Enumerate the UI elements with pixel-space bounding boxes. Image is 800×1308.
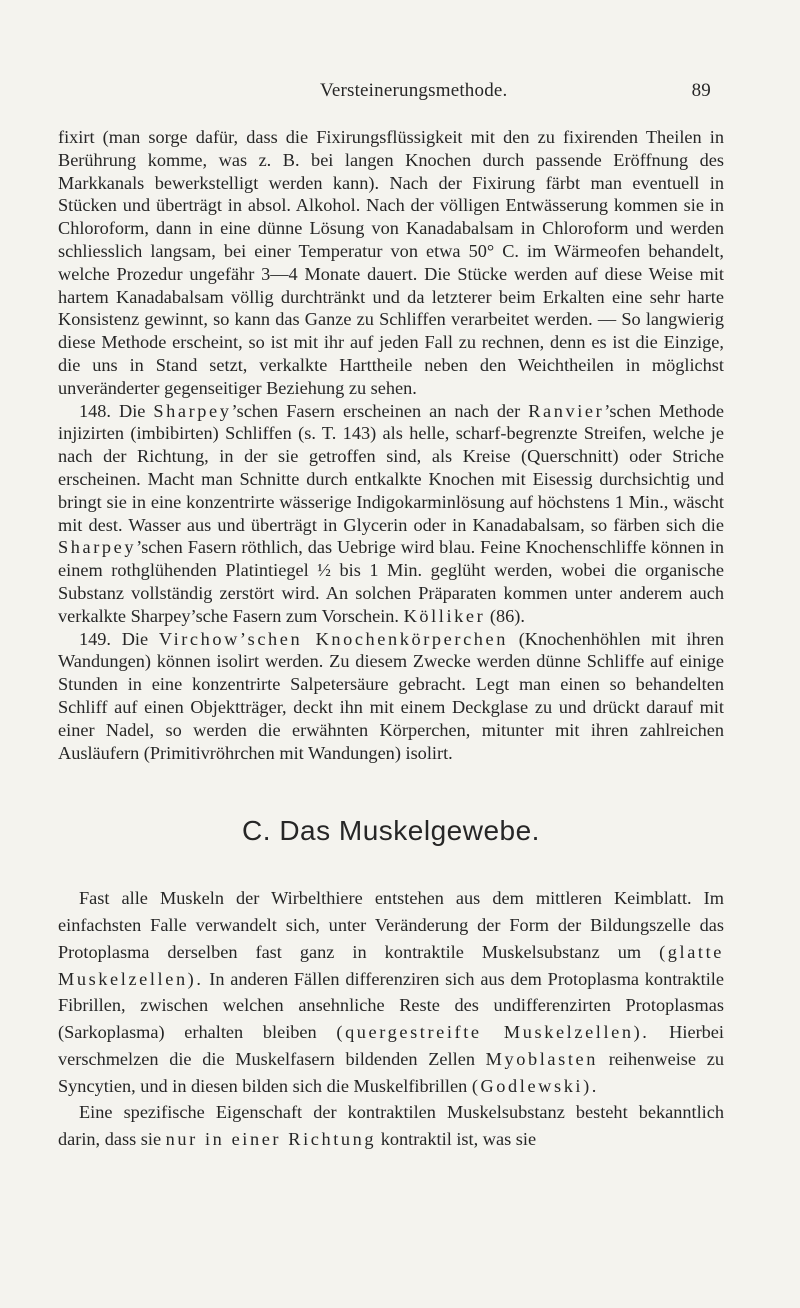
author-name: Kölliker: [403, 605, 486, 626]
author-name: Ranvier: [528, 400, 605, 421]
paragraph-muscle-property: Eine spezifische Eigenschaft der kontraktilen Muskelsubstanz besteht bekanntlich darin, dass sie nur in einer Richtung kontraktil ist, was sie: [58, 1102, 724, 1150]
author-name: (Godlewski).: [471, 1075, 599, 1096]
paragraph-continuation: fixirt (man sorge dafür, dass die Fixirungsflüssigkeit mit den zu fixirenden Theilen in Berührung komme, was z. B. bei langen Knochen durch passende Eröffnung des Markkanals bewerkstelligt werden kann). Nach der Fixirung färbt man eventuell in Stücken und überträgt in absol. Alkohol. Nach der völligen Entwässerung kommen sie in Chloroform, dann in eine dünne Lösung von Kanadabalsam in Chloroform und werden schliesslich langsam, bei einer Temperatur von etwa 50° C. im Wärmeofen behandelt, welche Prozedur ungefähr 3—4 Monate dauert. Die Stücke werden auf diese Weise mit hartem Kanadabalsam völlig durchtränkt und da letzterer beim Erkalten eine sehr harte Konsistenz gewinnt, so kann das Ganze zu Schliffen verarbeitet werden. — So langwierig diese Methode erscheint, so ist mit ihr auf jeden Fall zu rechnen, denn es ist die Einzige, die uns in Stand setzt, verkalkte Harttheile neben den Weichtheilen in möglichst unveränderter gegenseitiger Beziehung zu sehen.: [58, 127, 724, 398]
term-emphasis: (glatte Muskelzellen).: [58, 941, 724, 989]
page-number: 89: [691, 80, 711, 101]
paragraph-148: 148. Die Sharpey’schen Fasern erscheinen an nach der Ranvier’schen Methode injizirten (imbibirten) Schliffen (s. T. 143) als helle, scharf-begrenzte Streifen, welche je nach der Richtung, in der sie getroffen sind, als Kreise (Querschnitt) oder Striche erscheinen. Macht man Schnitte durch entkalkte Knochen mit Eisessig durchsichtig und bringt sie in eine konzentrirte wässerige Indigokarminlösung auf höchstens 1 Min., wäscht mit dest. Wasser aus und überträgt in Glycerin oder in Kanadabalsam, so färben sich die Sharpey’schen Fasern röthlich, das Uebrige wird blau. Feine Knochenschliffe können in einem rothglühenden Platintiegel ½ bis 1 Min. geglüht werden, wobei die organische Substanz vollständig zerstört wird. An solchen Präparaten kommen unter anderem auch verkalkte Sharpey’sche Fasern zum Vorschein. Kölliker (86).: [58, 400, 724, 626]
term-emphasis: Virchow’schen Knochenkörperchen: [158, 628, 508, 649]
body-text: [58, 126, 724, 1153]
term-emphasis: nur in einer Richtung: [165, 1129, 377, 1150]
section-heading: C. Das Muskelgewebe.: [242, 815, 540, 847]
term-emphasis: (quergestreifte Muskelzellen).: [336, 1022, 650, 1043]
author-name: Sharpey: [153, 400, 232, 421]
author-name: Sharpey: [58, 537, 137, 558]
paragraph-149: 149. Die Virchow’schen Knochenkörperchen (Knochenhöhlen mit ihren Wandungen) können isolirt werden. Zu diesem Zwecke werden dünne Schliffe auf einige Stunden in eine konzentrirte Salpetersäure gebracht. Legt man einen so behandelten Schliff auf einen Objektträger, deckt ihn mit einem Deckglase zu und drückt darauf mit einer Nadel, so werden die erwähnten Körperchen, mitunter mit ihren zahlreichen Ausläufern (Primitivröhrchen mit Wandungen) isolirt.: [58, 628, 724, 763]
term-emphasis: Myoblasten: [485, 1048, 598, 1069]
running-title: Versteinerungsmethode.: [320, 80, 508, 101]
paragraph-muscle-intro: Fast alle Muskeln der Wirbelthiere entstehen aus dem mittleren Keimblatt. Im einfachsten Falle verwandelt sich, unter Veränderung der Form der Bildungszelle das Protoplasma derselben fast ganz in kontraktile Muskelsubstanz um (glatte Muskelzellen). In anderen Fällen differenziren sich aus dem Protoplasma kontraktile Fibrillen, zwischen welchen ansehnliche Reste des undifferenzirten Protoplasmas (Sarkoplasma) erhalten bleiben (quergestreifte Muskelzellen). Hierbei verschmelzen die die Muskelfasern bildenden Zellen Myoblasten reihenweise zu Syncytien, und in diesen bilden sich die Muskelfibrillen (Godlewski).: [58, 888, 724, 1096]
